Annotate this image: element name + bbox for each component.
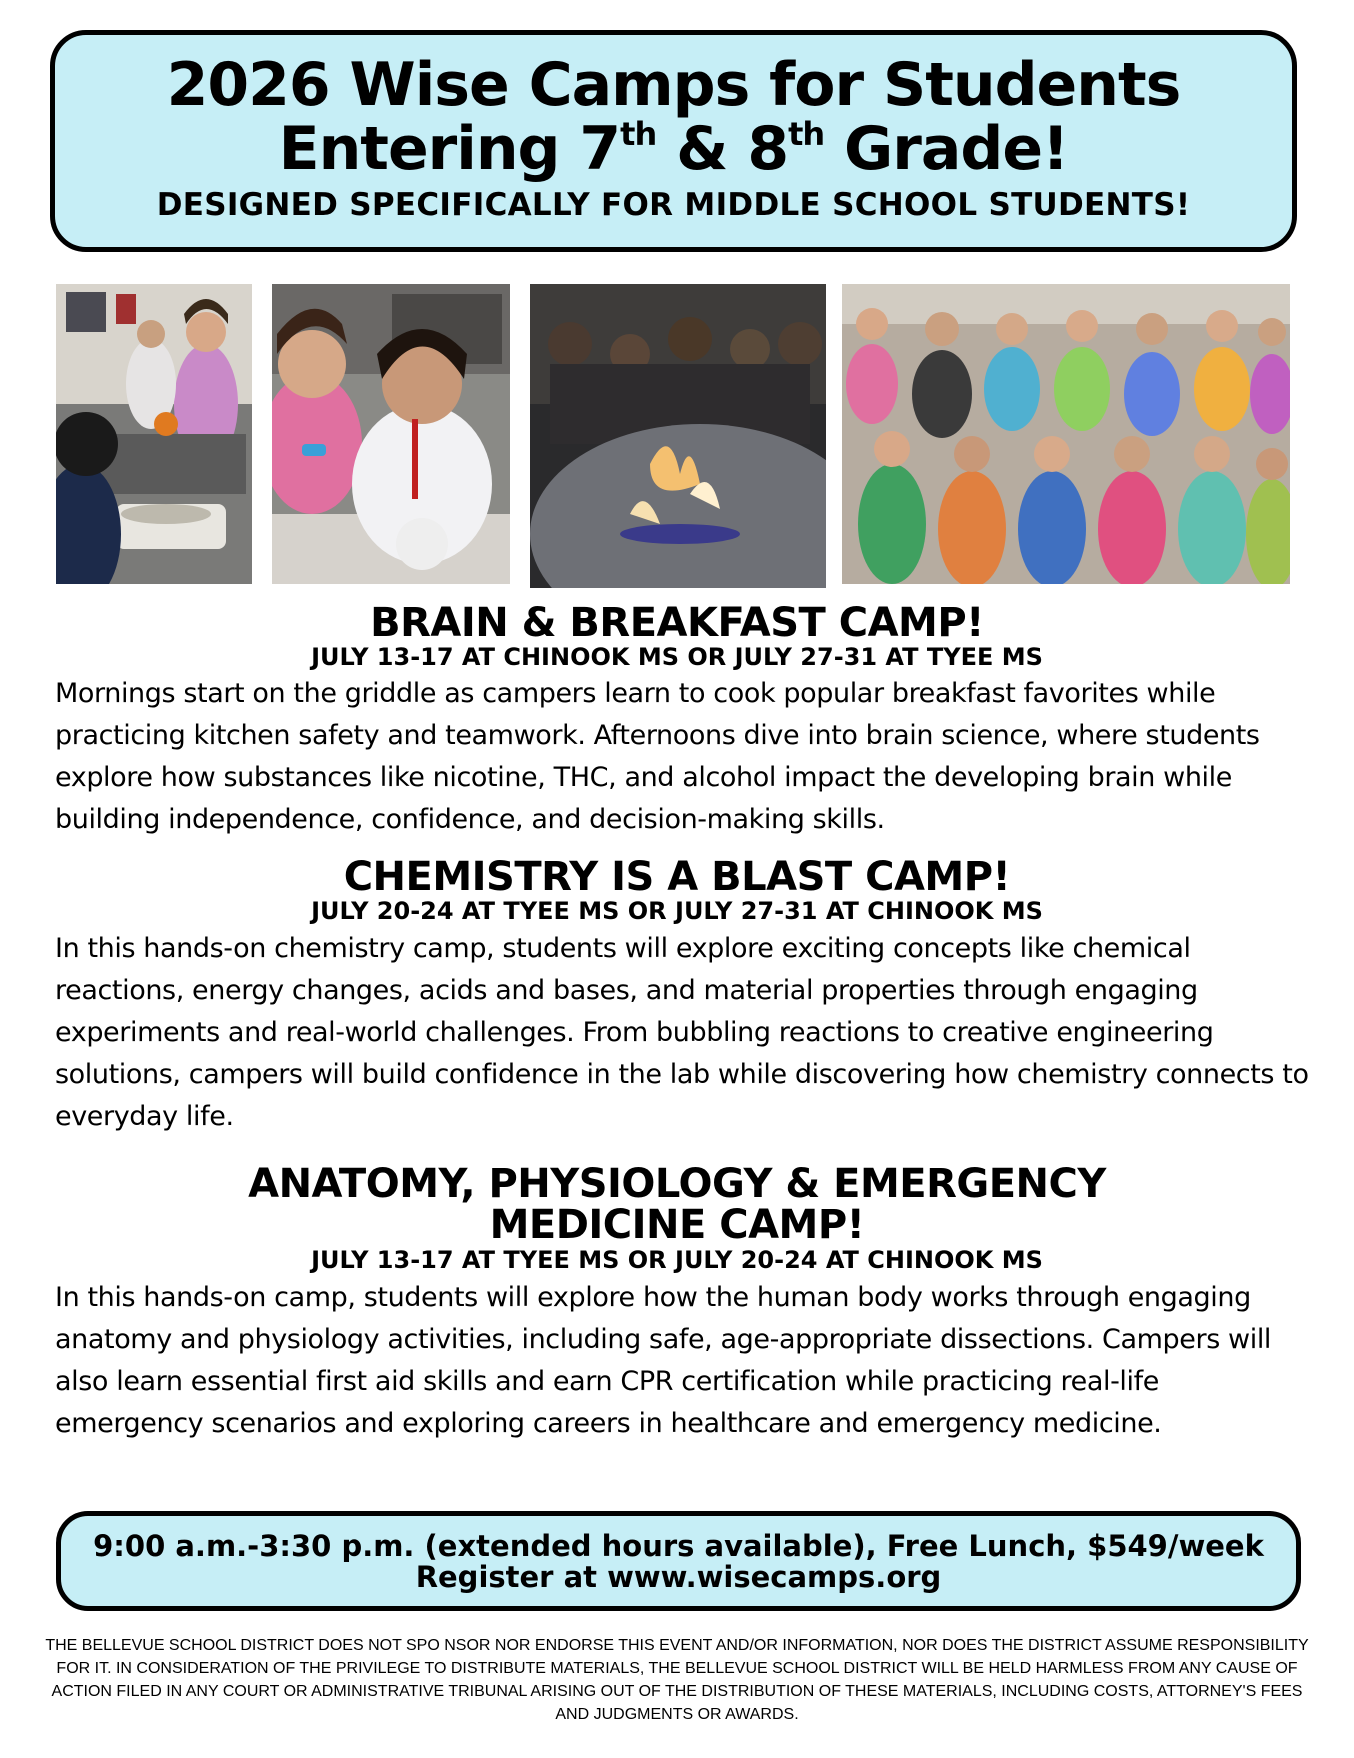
title-line-2-post: Grade! xyxy=(824,114,1069,184)
chemistry-description: In this hands-on chemistry camp, students will explore exciting concepts like chemical reactions, energy changes, acids and bases, and material properties through engaging experiments and real-world challenges. From bubbling reactions to creative engineering solutions, campers will build confidence in the lab while discovering how chemistry connects to everyday life. xyxy=(55,933,1309,1132)
header-banner xyxy=(50,30,1297,252)
info-banner xyxy=(56,1511,1301,1611)
title-line-1: 2026 Wise Camps for Students xyxy=(166,50,1181,120)
page-subtitle: DESIGNED SPECIFICALLY FOR MIDDLE SCHOOL STUDENTS! xyxy=(156,187,1191,223)
title-line-2 xyxy=(55,114,1292,184)
anatomy-dates: JULY 13-17 AT TYEE MS OR JULY 20-24 AT CHINOOK MS xyxy=(311,1246,1043,1274)
anatomy-title-line-2: MEDICINE CAMP! xyxy=(489,1202,865,1248)
chemistry-dates: JULY 20-24 AT TYEE MS OR JULY 27-31 AT CHINOOK MS xyxy=(311,897,1043,925)
chemistry-title: CHEMISTRY IS A BLAST CAMP! xyxy=(343,854,1011,900)
kitchen-cooking-photo xyxy=(56,284,252,584)
title-line-2-mid: & 8 xyxy=(656,114,789,184)
title-line-2-pre: Entering 7 xyxy=(278,114,621,184)
page-title xyxy=(55,50,1292,184)
district-disclaimer: THE BELLEVUE SCHOOL DISTRICT DOES NOT SPO NSOR NOR ENDORSE THIS EVENT AND/OR INFORMATION, NOR DOES THE DISTRICT ASSUME RESPONSIBILITY FOR IT. IN CONSIDERATION OF THE PRIVILEGE TO DISTRIBUTE MATERIALS, THE BELLEVUE SCHOOL DISTRICT WILL BE HELD HARMLESS FROM ANY CAUSE OF ACTION FILED IN ANY COURT OR ADMINISTRATIVE TRIBUNAL ARISING OUT OF THE DISTRIBUTION OF THESE MATERIALS, INCLUDING COSTS, ATTORNEY'S FEES AND JUDGMENTS OR AWARDS. xyxy=(45,1637,1309,1723)
brain-breakfast-description: Mornings start on the griddle as campers learn to cook popular breakfast favorites while practicing kitchen safety and teamwork. Afternoons dive into brain science, where students explore how substances like nicotine, THC, and alcohol impact the developing brain while building independence, confidence, and decision-making skills. xyxy=(55,678,1260,835)
girls-experiment-photo xyxy=(272,284,510,584)
register-link[interactable]: Register at www.wisecamps.org xyxy=(415,1560,942,1594)
anatomy-title-line-1: ANATOMY, PHYSIOLOGY & EMERGENCY xyxy=(248,1161,1106,1207)
group-tie-dye-photo xyxy=(842,284,1290,584)
brain-breakfast-dates: JULY 13-17 AT CHINOOK MS OR JULY 27-31 AT TYEE MS xyxy=(311,643,1043,671)
title-sup-2: th xyxy=(788,115,825,153)
title-sup-1: th xyxy=(620,115,657,153)
anatomy-description: In this hands-on camp, students will explore how the human body works through engaging anatomy and physiology activities, including safe, age-appropriate dissections. Campers will also learn essential first aid skills and earn CPR certification while practicing real-life emergency scenarios and exploring careers in healthcare and emergency medicine. xyxy=(55,1282,1272,1439)
flame-experiment-photo xyxy=(530,284,826,588)
schedule-price-text: 9:00 a.m.-3:30 p.m. (extended hours available), Free Lunch, $549/week xyxy=(93,1529,1264,1563)
brain-breakfast-title: BRAIN & BREAKFAST CAMP! xyxy=(370,600,984,646)
